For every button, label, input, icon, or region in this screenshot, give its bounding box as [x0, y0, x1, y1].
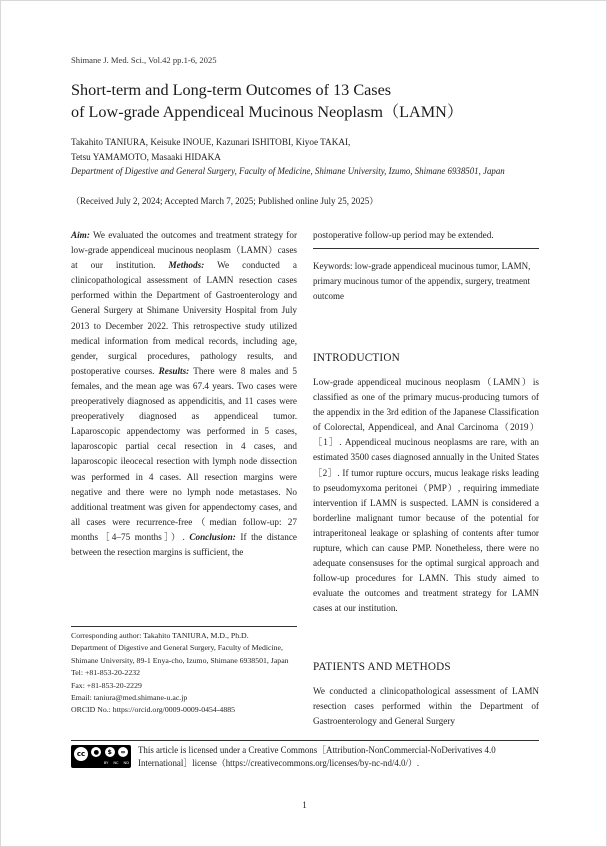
conclusion-text: If the distance between the resection margins is sufficient, the: [71, 531, 298, 557]
badge-nd-label: ND: [123, 761, 129, 765]
noncommercial-icon: $: [104, 746, 116, 758]
cc-license-badge: [71, 745, 131, 768]
aim-text: We evaluated the outcomes and treatment strategy for low-grade appendiceal mucinous neoplasm（LAMN）cases at our institution.: [71, 230, 297, 271]
correspondence-address: Department of Digestive and General Surgery, Faculty of Medicine, Shimane University, 89-1 Enya-cho, Izumo, Shimane 6938501, Japan: [71, 643, 289, 665]
introduction-text: Low-grade appendiceal mucinous neoplasm（LAMN）is classified as one of the primary mucus-producing tumors of the appendix in the 3rd edition of the Japanese Classification of Colorectal, Appendiceal, and Anal Carcinoma（2019）［1］. Appendiceal mucinous neoplasms are rare, with an estimated 3500 cases diagnosed annually in the United States［2］. If tumor rupture occurs, mucus leakage risks leading to pseudomyxoma peritonei（PMP）, requiring immediate intervention if LAMN is suspected. LAMN is considered a borderline malignant tumor because of the potential for intraperitoneal leakage or splashing of contents after tumor rupture, which can cause PMP. Nonetheless, there were no adequate consensuses for the optimal surgical approach and follow-up procedures for LAMN. This study aimed to evaluate the outcomes and treatment strategy for LAMN cases at our institution.: [313, 377, 539, 614]
journal-citation: Shimane J. Med. Sci., Vol.42 pp.1-6, 2025: [71, 55, 217, 65]
authors-line-2: Tetsu YAMAMOTO, Masaaki HIDAKA: [71, 152, 221, 162]
badge-by-label: BY: [103, 761, 109, 765]
by-attribution-icon: ●: [90, 746, 102, 758]
correspondence-divider: [71, 626, 297, 627]
cc-icon: cc: [73, 746, 89, 762]
methods-text: We conducted a clinicopathological assessment of LAMN resection cases performed within the Department of Gastroenterology and General Surgery at Shimane University Hospital from July 2013 to December 2022. This retrospective study utilized medical information from medical records, including age, gender, surgical procedures, pathology results, and postoperative courses.: [71, 260, 297, 376]
noderivatives-icon: =: [117, 746, 129, 758]
received-dates: （Received July 2, 2024; Accepted March 7, 2025; Published online July 25, 2025）: [71, 196, 379, 206]
affiliation: Department of Digestive and General Surgery, Faculty of Medicine, Shimane University, Izumo, Shimane 6938501, Japan: [71, 166, 505, 176]
methods-heading: PATIENTS AND METHODS: [313, 661, 451, 673]
abstract-continuation: postoperative follow-up period may be extended.: [313, 230, 494, 240]
methods-label: Methods:: [168, 260, 205, 271]
conclusion-label: Conclusion:: [189, 531, 236, 542]
article-title: [71, 79, 551, 123]
title-line-2: of Low-grade Appendiceal Mucinous Neoplasm（LAMN）: [71, 103, 464, 121]
corresponding-author: Corresponding author: Takahito TANIURA, M.D., Ph.D.: [71, 631, 249, 640]
abstract-continuation-block: [313, 228, 539, 304]
aim-label: Aim:: [71, 230, 90, 240]
keywords: Keywords: low-grade appendiceal mucinous tumor, LAMN, primary mucinous tumor of the appendix, surgery, treatment outcome: [313, 261, 531, 302]
results-label: Results:: [158, 365, 190, 376]
keywords-divider: [313, 248, 539, 249]
results-text: There were 8 males and 5 females, and the mean age was 67.4 years. Two cases were preoperatively diagnosed as appendicitis, and 11 cases were preoperatively diagnosed as appendiceal tumor. Laparoscopic appendectomy was performed in 5 cases, laparoscopic partial cecal resection in 4 cases, and laparoscopic ileocecal resection with lymph node dissection was performed in 4 cases. All resection margins were negative and there were no lymph node metastases. No additional treatment was given for appendectomy cases, and all cases were recurrence-free（median follow-up: 27 months［4–75 months］）.: [71, 365, 297, 542]
badge-nc-label: NC: [113, 761, 119, 765]
correspondence-fax: Fax: +81-853-20-2229: [71, 680, 142, 690]
correspondence-orcid: ORCID No.: https://orcid.org/0009-0009-0454-4885: [71, 705, 236, 715]
authors-line-1: Takahito TANIURA, Keisuke INOUE, Kazunari ISHITOBI, Kiyoe TAKAI,: [71, 137, 351, 147]
abstract: [71, 228, 297, 560]
author-list: [71, 135, 539, 165]
correspondence-tel: Tel: +81-853-20-2232: [71, 668, 141, 678]
license-divider: [71, 740, 539, 741]
introduction-heading: INTRODUCTION: [313, 352, 400, 364]
title-line-1: Short-term and Long-term Outcomes of 13 Cases: [71, 81, 392, 99]
page-number: 1: [302, 800, 307, 810]
correspondence-block: [71, 630, 297, 717]
methods-text-body: We conducted a clinicopathological assessment of LAMN resection cases performed within the Department of Gastroenterology and General Surgery: [313, 686, 539, 727]
correspondence-email: Email: taniura@med.shimane-u.ac.jp: [71, 693, 188, 703]
license-text: This article is licensed under a Creative Commons［Attribution-NonCommercial-NoDerivatives 4.0 International］license（https://creativecommons.org/licenses/by-nc-nd/4.0/）.: [138, 745, 496, 768]
